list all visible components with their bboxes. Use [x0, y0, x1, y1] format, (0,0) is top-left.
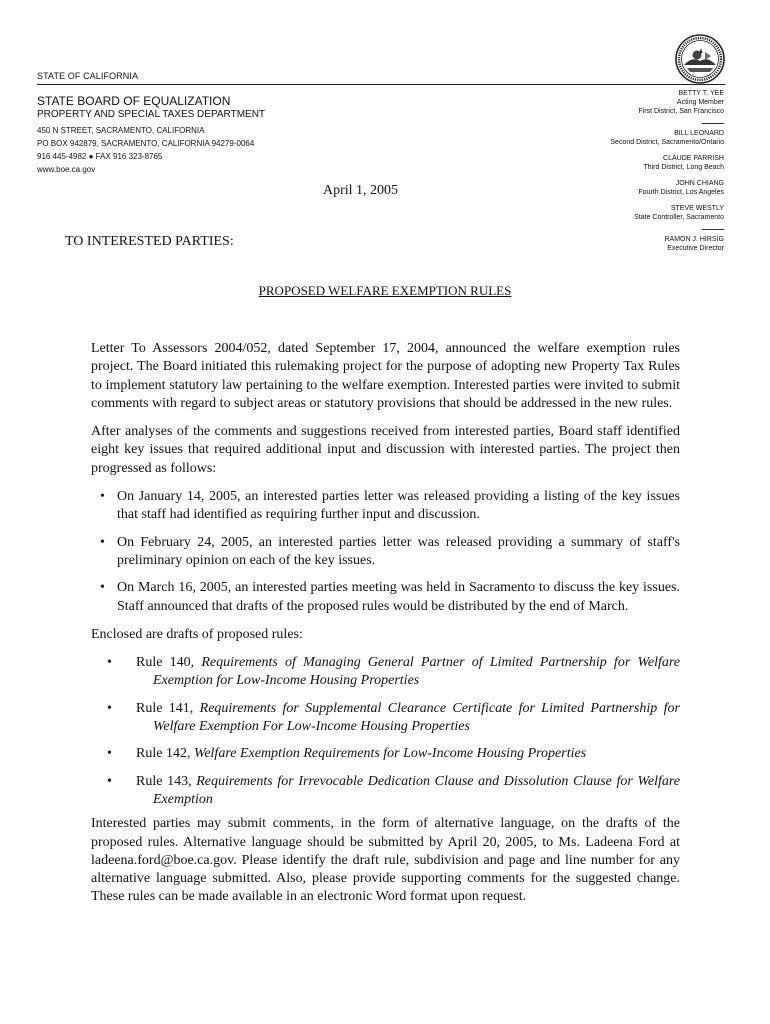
- list-item: [91, 488, 680, 525]
- california-state-seal-icon: [675, 34, 725, 84]
- member-entry: [504, 89, 724, 116]
- member-divider: [702, 229, 724, 230]
- address-street: 450 N STREET, SACRAMENTO, CALIFORNIA: [37, 126, 205, 135]
- letter-date: April 1, 2005: [323, 183, 399, 198]
- phone-fax: 916 445-4982 ● FAX 916 323-8765: [37, 152, 163, 161]
- member-name: STEVE WESTLY: [670, 205, 724, 212]
- list-item: [91, 534, 680, 571]
- member-name: JOHN CHIANG: [675, 180, 724, 187]
- address-block: [37, 124, 254, 176]
- rule-title: Requirements for Irrevocable Dedication Clause and Dissolution Clause for Welfare Exemption: [153, 773, 681, 807]
- list-item-text: On March 16, 2005, an interested parties meeting was held in Sacramento to discuss the key issues. Staff announced that drafts of the proposed rules would be distributed by the end of March.: [117, 580, 680, 614]
- bullet-icon: •: [107, 655, 112, 671]
- bullet-icon: •: [107, 773, 112, 789]
- rule-title: Requirements of Managing General Partner of Limited Partnership for Welfare Exemption for Low-Income Housing Properties: [153, 655, 680, 689]
- member-title: Acting Member: [676, 99, 724, 106]
- bullet-icon: •: [107, 746, 112, 762]
- list-item: [91, 700, 680, 737]
- list-item: [91, 579, 680, 616]
- member-entry: [504, 179, 724, 197]
- bullet-icon: •: [107, 700, 112, 716]
- member-title: State Controller, Sacramento: [634, 214, 724, 221]
- paragraph-enclosed: Enclosed are drafts of proposed rules:: [91, 626, 303, 642]
- member-name: CLAUDE PARRISH: [663, 155, 724, 162]
- member-entry: [504, 129, 724, 147]
- rule-number: Rule 143,: [136, 773, 192, 789]
- member-divider: [702, 123, 724, 124]
- department-name: PROPERTY AND SPECIAL TAXES DEPARTMENT: [37, 109, 266, 120]
- subject-text: PROPOSED WELFARE EXEMPTION RULES: [258, 283, 512, 298]
- timeline-list: [91, 488, 680, 616]
- address-pobox: PO BOX 942879, SACRAMENTO, CALIFORNIA 94279-0064: [37, 139, 255, 148]
- rule-number: Rule 140,: [136, 655, 195, 671]
- letterhead-divider: [37, 84, 725, 85]
- board-name: STATE BOARD OF EQUALIZATION: [37, 94, 231, 108]
- rule-title: Requirements for Supplemental Clearance Certificate for Limited Partnership for Welfare Exemption For Low-Income Housing Properties: [153, 700, 680, 735]
- bullet-icon: •: [100, 580, 105, 596]
- member-district: First District, San Francisco: [638, 108, 724, 115]
- member-name: BETTY T. YEE: [678, 90, 724, 97]
- paragraph-analysis: After analyses of the comments and suggestions received from interested parties, Board staff identified eight key issues that required additional input and discussion with interested parties. The project then progressed as follows:: [91, 424, 680, 476]
- paragraph-intro: Letter To Assessors 2004/052, dated September 17, 2004, announced the welfare exemption rules project. The Board initiated this rulemaking project for the purpose of adopting new Property Tax Rules to implement statutory law pertaining to the welfare exemption. Interested parties were invited to submit comments with regard to subject areas or statutory provisions that should be addressed in the new rules.: [91, 341, 680, 411]
- rule-number: Rule 141,: [136, 700, 194, 716]
- list-item: [91, 773, 680, 810]
- member-title: Fourth District, Los Angeles: [638, 189, 724, 196]
- member-title: Second District, Sacramento/Ontario: [610, 139, 724, 146]
- letter-body: [91, 340, 680, 917]
- list-item: [91, 654, 680, 691]
- member-name: BILL LEONARD: [674, 130, 724, 137]
- paragraph-comments: Interested parties may submit comments, in the form of alternative language, on the drafts of the proposed rules. Alternative language should be submitted by April 20, 2005, to Ms. Ladeena Ford at ladeena.ford@boe.ca.gov. Please identify the draft rule, subdivision and page and line number for any alternative language submitted. Also, please provide supporting comments for the suggested change. These rules can be made available in an electronic Word format upon request.: [91, 816, 680, 905]
- rules-list: [91, 654, 680, 809]
- list-item: [91, 745, 680, 763]
- member-entry: [504, 204, 724, 222]
- board-members-list: [504, 89, 724, 260]
- state-label: STATE OF CALIFORNIA: [37, 71, 139, 81]
- member-title: Executive Director: [667, 245, 724, 252]
- salutation: TO INTERESTED PARTIES:: [65, 234, 234, 249]
- rule-number: Rule 142,: [136, 746, 191, 762]
- rule-title: Welfare Exemption Requirements for Low-Income Housing Properties: [193, 746, 587, 762]
- member-name: RAMON J. HIRSIG: [664, 236, 724, 243]
- list-item-text: On January 14, 2005, an interested parties letter was released providing a listing of the key issues that staff had identified as requiring further input and discussion.: [117, 489, 680, 523]
- subject-line: [0, 283, 770, 299]
- bullet-icon: •: [100, 489, 105, 505]
- member-entry: [504, 235, 724, 253]
- website-link[interactable]: www.boe.ca.gov: [37, 165, 96, 174]
- member-title: Third District, Long Beach: [643, 164, 724, 171]
- bullet-icon: •: [100, 534, 105, 550]
- list-item-text: On February 24, 2005, an interested parties letter was released providing a summary of staff's preliminary opinion on each of the key issues.: [117, 534, 680, 568]
- member-entry: [504, 154, 724, 172]
